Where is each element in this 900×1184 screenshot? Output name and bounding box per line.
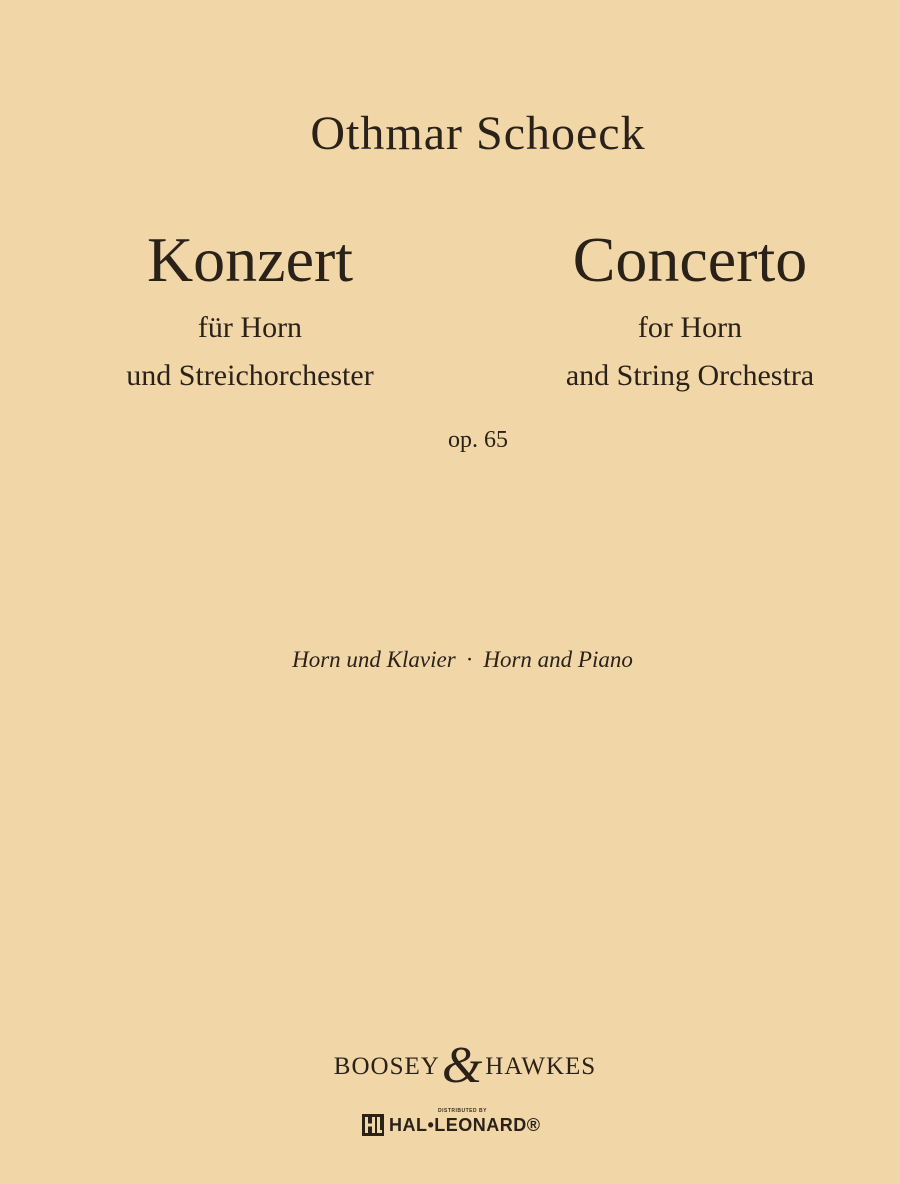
english-title-block: [520, 224, 860, 400]
distributed-by-caption: DISTRIBUTED BY: [438, 1108, 487, 1114]
distributor-name: HAL•LEONARD®: [389, 1115, 541, 1135]
publisher-name-left: BOOSEY: [333, 1053, 440, 1080]
german-subtitle-line1: für Horn: [197, 311, 303, 344]
instrumentation: [0, 648, 900, 671]
instrumentation-english: Horn and Piano: [483, 647, 633, 672]
english-subtitle-line2: and String Orchestra: [565, 359, 815, 392]
hal-leonard-logo-icon: [362, 1114, 384, 1136]
german-title-block: [80, 224, 420, 400]
english-subtitle-line1: for Horn: [637, 311, 743, 344]
german-title: Konzert: [146, 224, 354, 295]
english-title: Concerto: [572, 224, 808, 295]
german-subtitle-line2: und Streichorchester: [126, 359, 374, 392]
composer-name: Othmar Schoeck: [310, 107, 646, 160]
publisher-logo: [0, 1037, 900, 1094]
instrumentation-separator: ·: [465, 647, 474, 672]
ampersand-icon: &: [441, 1037, 484, 1094]
opus-number: op. 65: [448, 427, 508, 453]
instrumentation-german: Horn und Klavier: [292, 647, 456, 672]
publisher-name-right: HAWKES: [485, 1053, 597, 1080]
